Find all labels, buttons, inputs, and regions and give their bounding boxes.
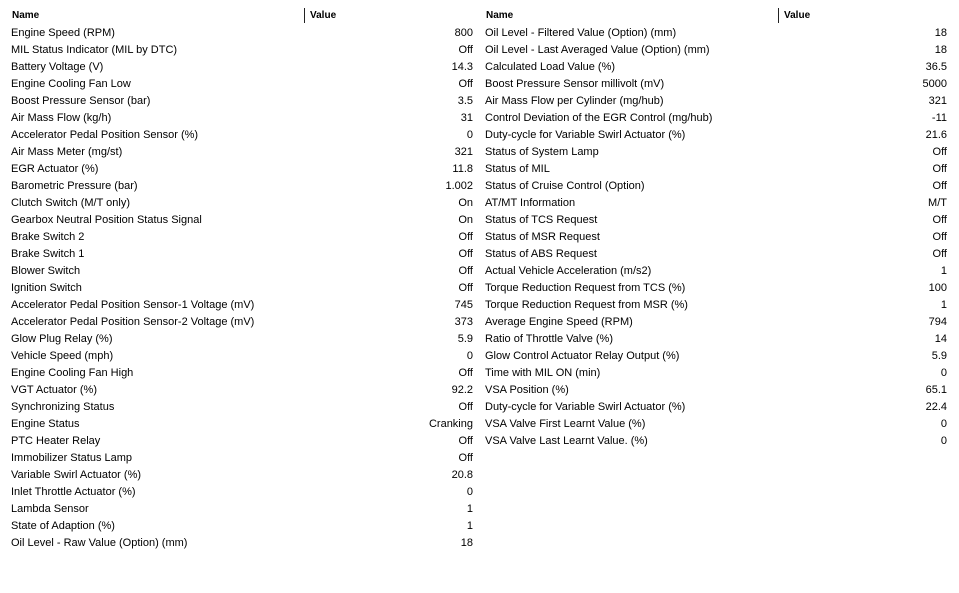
- parameter-value: M/T: [928, 197, 947, 209]
- parameter-value: 1.002: [445, 180, 473, 192]
- parameter-name: PTC Heater Relay: [11, 435, 101, 447]
- table-row[interactable]: [482, 25, 952, 42]
- parameter-value: 745: [454, 299, 473, 311]
- table-row[interactable]: [482, 365, 952, 382]
- parameter-name: Control Deviation of the EGR Control (mg/hub): [485, 112, 713, 124]
- parameter-name: Battery Voltage (V): [11, 61, 104, 73]
- parameter-name: Status of Cruise Control (Option): [485, 180, 645, 192]
- left-data-table: [8, 7, 478, 552]
- parameter-name: Synchronizing Status: [11, 401, 115, 413]
- table-row[interactable]: [8, 127, 478, 144]
- parameter-value: Off: [458, 265, 473, 277]
- table-row[interactable]: [482, 161, 952, 178]
- table-row[interactable]: [8, 467, 478, 484]
- parameter-value: Off: [458, 248, 473, 260]
- table-row[interactable]: [482, 127, 952, 144]
- table-row[interactable]: [8, 501, 478, 518]
- parameter-value: 21.6: [925, 129, 947, 141]
- parameter-value: 1: [940, 299, 947, 311]
- parameter-name: AT/MT Information: [485, 197, 576, 209]
- parameter-value: 65.1: [925, 384, 947, 396]
- table-row[interactable]: [8, 263, 478, 280]
- parameter-name: Blower Switch: [11, 265, 81, 277]
- parameter-name: Ratio of Throttle Valve (%): [485, 333, 613, 345]
- parameter-name: Oil Level - Last Averaged Value (Option) (mm): [485, 44, 710, 56]
- parameter-value: 373: [454, 316, 473, 328]
- parameter-name: Status of MIL: [485, 163, 550, 175]
- parameter-name: Status of TCS Request: [485, 214, 598, 226]
- parameter-name: Time with MIL ON (min): [485, 367, 601, 379]
- table-row[interactable]: [482, 297, 952, 314]
- parameter-name: Gearbox Neutral Position Status Signal: [11, 214, 202, 226]
- parameter-value: 0: [940, 367, 947, 379]
- table-row[interactable]: [482, 144, 952, 161]
- value-column-header[interactable]: Value: [310, 10, 337, 21]
- parameter-name: Torque Reduction Request from MSR (%): [485, 299, 688, 311]
- parameter-name: Ignition Switch: [11, 282, 82, 294]
- parameter-value: Off: [458, 435, 473, 447]
- parameter-name: VSA Position (%): [485, 384, 569, 396]
- table-row[interactable]: [8, 416, 478, 433]
- parameter-name: Status of System Lamp: [485, 146, 599, 158]
- parameter-value: 18: [460, 537, 473, 549]
- table-row[interactable]: [8, 59, 478, 76]
- table-row[interactable]: [8, 484, 478, 501]
- left-table-body: [8, 25, 478, 552]
- parameter-name: Inlet Throttle Actuator (%): [11, 486, 136, 498]
- table-row[interactable]: [8, 450, 478, 467]
- parameter-value: Cranking: [428, 418, 473, 430]
- column-resize-handle[interactable]: [778, 8, 779, 23]
- parameter-value: 11.8: [452, 163, 473, 175]
- parameter-value: On: [458, 197, 473, 209]
- parameter-name: Status of MSR Request: [485, 231, 600, 243]
- parameter-name: State of Adaption (%): [11, 520, 115, 532]
- parameter-value: 794: [928, 316, 947, 328]
- table-row[interactable]: [482, 382, 952, 399]
- parameter-name: Accelerator Pedal Position Sensor-2 Voltage (mV): [11, 316, 255, 328]
- parameter-name: VSA Valve First Learnt Value (%): [485, 418, 646, 430]
- parameter-value: 31: [460, 112, 473, 124]
- parameter-value: Off: [458, 78, 473, 90]
- parameter-value: 14: [934, 333, 947, 345]
- parameter-name: Duty-cycle for Variable Swirl Actuator (%): [485, 129, 686, 141]
- table-row[interactable]: [482, 314, 952, 331]
- parameter-value: 0: [466, 350, 473, 362]
- parameter-name: Glow Plug Relay (%): [11, 333, 113, 345]
- table-row[interactable]: [8, 144, 478, 161]
- parameter-name: Status of ABS Request: [485, 248, 597, 260]
- table-row[interactable]: [8, 518, 478, 535]
- parameter-value: 92.2: [451, 384, 473, 396]
- parameter-value: On: [458, 214, 473, 226]
- parameter-value: Off: [932, 180, 947, 192]
- table-row[interactable]: [8, 246, 478, 263]
- table-row[interactable]: [8, 382, 478, 399]
- parameter-value: Off: [458, 401, 473, 413]
- parameter-name: Vehicle Speed (mph): [11, 350, 114, 362]
- parameter-value: 100: [928, 282, 947, 294]
- table-row[interactable]: [482, 76, 952, 93]
- parameter-name: Average Engine Speed (RPM): [485, 316, 633, 328]
- parameter-name: Glow Control Actuator Relay Output (%): [485, 350, 680, 362]
- parameter-name: Immobilizer Status Lamp: [11, 452, 133, 464]
- table-row[interactable]: [8, 178, 478, 195]
- table-row[interactable]: [8, 365, 478, 382]
- table-row[interactable]: [482, 195, 952, 212]
- table-row[interactable]: [8, 535, 478, 552]
- parameter-name: Brake Switch 2: [11, 231, 85, 243]
- parameter-value: 1: [466, 503, 473, 515]
- table-row[interactable]: [482, 246, 952, 263]
- parameter-value: 18: [934, 27, 947, 39]
- parameter-value: 800: [454, 27, 473, 39]
- right-table-header: [482, 7, 952, 24]
- table-row[interactable]: [482, 416, 952, 433]
- parameter-name: Duty-cycle for Variable Swirl Actuator (%): [485, 401, 686, 413]
- parameter-value: Off: [458, 452, 473, 464]
- name-column-header[interactable]: Name: [486, 10, 514, 21]
- parameter-value: 0: [940, 435, 947, 447]
- parameter-value: 20.8: [451, 469, 473, 481]
- parameter-value: 321: [928, 95, 947, 107]
- table-row[interactable]: [8, 433, 478, 450]
- parameter-name: Air Mass Flow (kg/h): [11, 112, 112, 124]
- table-row[interactable]: [8, 212, 478, 229]
- parameter-value: 36.5: [925, 61, 947, 73]
- parameter-name: Oil Level - Filtered Value (Option) (mm): [485, 27, 677, 39]
- table-row[interactable]: [482, 110, 952, 127]
- parameter-value: 5.9: [931, 350, 947, 362]
- table-row[interactable]: [8, 110, 478, 127]
- parameter-value: Off: [932, 231, 947, 243]
- parameter-name: MIL Status Indicator (MIL by DTC): [11, 44, 178, 56]
- table-row[interactable]: [482, 59, 952, 76]
- table-row[interactable]: [482, 433, 952, 450]
- parameter-name: Air Mass Flow per Cylinder (mg/hub): [485, 95, 664, 107]
- parameter-name: VSA Valve Last Learnt Value. (%): [485, 435, 648, 447]
- parameter-name: Torque Reduction Request from TCS (%): [485, 282, 686, 294]
- table-row[interactable]: [8, 399, 478, 416]
- parameter-name: Accelerator Pedal Position Sensor (%): [11, 129, 199, 141]
- parameter-value: Off: [932, 248, 947, 260]
- name-column-header[interactable]: Name: [12, 10, 40, 21]
- parameter-name: Boost Pressure Sensor millivolt (mV): [485, 78, 665, 90]
- table-row[interactable]: [8, 280, 478, 297]
- parameter-value: Off: [458, 367, 473, 379]
- parameter-name: Engine Cooling Fan High: [11, 367, 134, 379]
- parameter-value: 5.9: [457, 333, 473, 345]
- table-row[interactable]: [482, 229, 952, 246]
- table-row[interactable]: [482, 280, 952, 297]
- parameter-value: Off: [932, 163, 947, 175]
- parameter-value: Off: [932, 146, 947, 158]
- parameter-name: Oil Level - Raw Value (Option) (mm): [11, 537, 188, 549]
- parameter-value: 321: [454, 146, 473, 158]
- parameter-value: 3.5: [457, 95, 473, 107]
- parameter-name: Engine Cooling Fan Low: [11, 78, 131, 90]
- table-row[interactable]: [482, 331, 952, 348]
- parameter-value: 1: [466, 520, 473, 532]
- parameter-value: -11: [931, 112, 947, 124]
- table-row[interactable]: [8, 93, 478, 110]
- parameter-value: 18: [934, 44, 947, 56]
- parameter-value: 14.3: [451, 61, 473, 73]
- parameter-name: Engine Speed (RPM): [11, 27, 115, 39]
- parameter-name: Actual Vehicle Acceleration (m/s2): [485, 265, 652, 277]
- table-row[interactable]: [8, 229, 478, 246]
- table-row[interactable]: [8, 297, 478, 314]
- parameter-name: VGT Actuator (%): [11, 384, 97, 396]
- table-row[interactable]: [8, 161, 478, 178]
- table-row[interactable]: [8, 25, 478, 42]
- table-row[interactable]: [8, 195, 478, 212]
- table-row[interactable]: [482, 178, 952, 195]
- column-resize-handle[interactable]: [304, 8, 305, 23]
- table-row[interactable]: [8, 348, 478, 365]
- parameter-name: Engine Status: [11, 418, 80, 430]
- table-row[interactable]: [8, 42, 478, 59]
- parameter-value: 0: [466, 129, 473, 141]
- parameter-name: Barometric Pressure (bar): [11, 180, 138, 192]
- parameter-name: Boost Pressure Sensor (bar): [11, 95, 151, 107]
- left-table-header: [8, 7, 478, 24]
- table-row[interactable]: [8, 76, 478, 93]
- parameter-name: Calculated Load Value (%): [485, 61, 616, 73]
- table-row[interactable]: [482, 212, 952, 229]
- table-row[interactable]: [482, 348, 952, 365]
- right-table-body: [482, 25, 952, 450]
- parameter-name: Lambda Sensor: [11, 503, 89, 515]
- table-row[interactable]: [8, 314, 478, 331]
- value-column-header[interactable]: Value: [784, 10, 811, 21]
- parameter-name: Air Mass Meter (mg/st): [11, 146, 123, 158]
- parameter-name: Variable Swirl Actuator (%): [11, 469, 142, 481]
- parameter-name: Clutch Switch (M/T only): [11, 197, 130, 209]
- table-row[interactable]: [482, 263, 952, 280]
- parameter-name: EGR Actuator (%): [11, 163, 99, 175]
- parameter-value: Off: [458, 44, 473, 56]
- parameter-value: Off: [932, 214, 947, 226]
- parameter-name: Brake Switch 1: [11, 248, 85, 260]
- table-row[interactable]: [482, 42, 952, 59]
- table-row[interactable]: [482, 399, 952, 416]
- parameter-value: 0: [940, 418, 947, 430]
- table-row[interactable]: [482, 93, 952, 110]
- parameter-value: 5000: [922, 78, 947, 90]
- parameter-value: Off: [458, 231, 473, 243]
- right-data-table: [482, 7, 952, 450]
- parameter-value: 1: [940, 265, 947, 277]
- parameter-name: Accelerator Pedal Position Sensor-1 Voltage (mV): [11, 299, 255, 311]
- parameter-value: Off: [458, 282, 473, 294]
- parameter-value: 0: [466, 486, 473, 498]
- parameter-value: 22.4: [925, 401, 947, 413]
- table-row[interactable]: [8, 331, 478, 348]
